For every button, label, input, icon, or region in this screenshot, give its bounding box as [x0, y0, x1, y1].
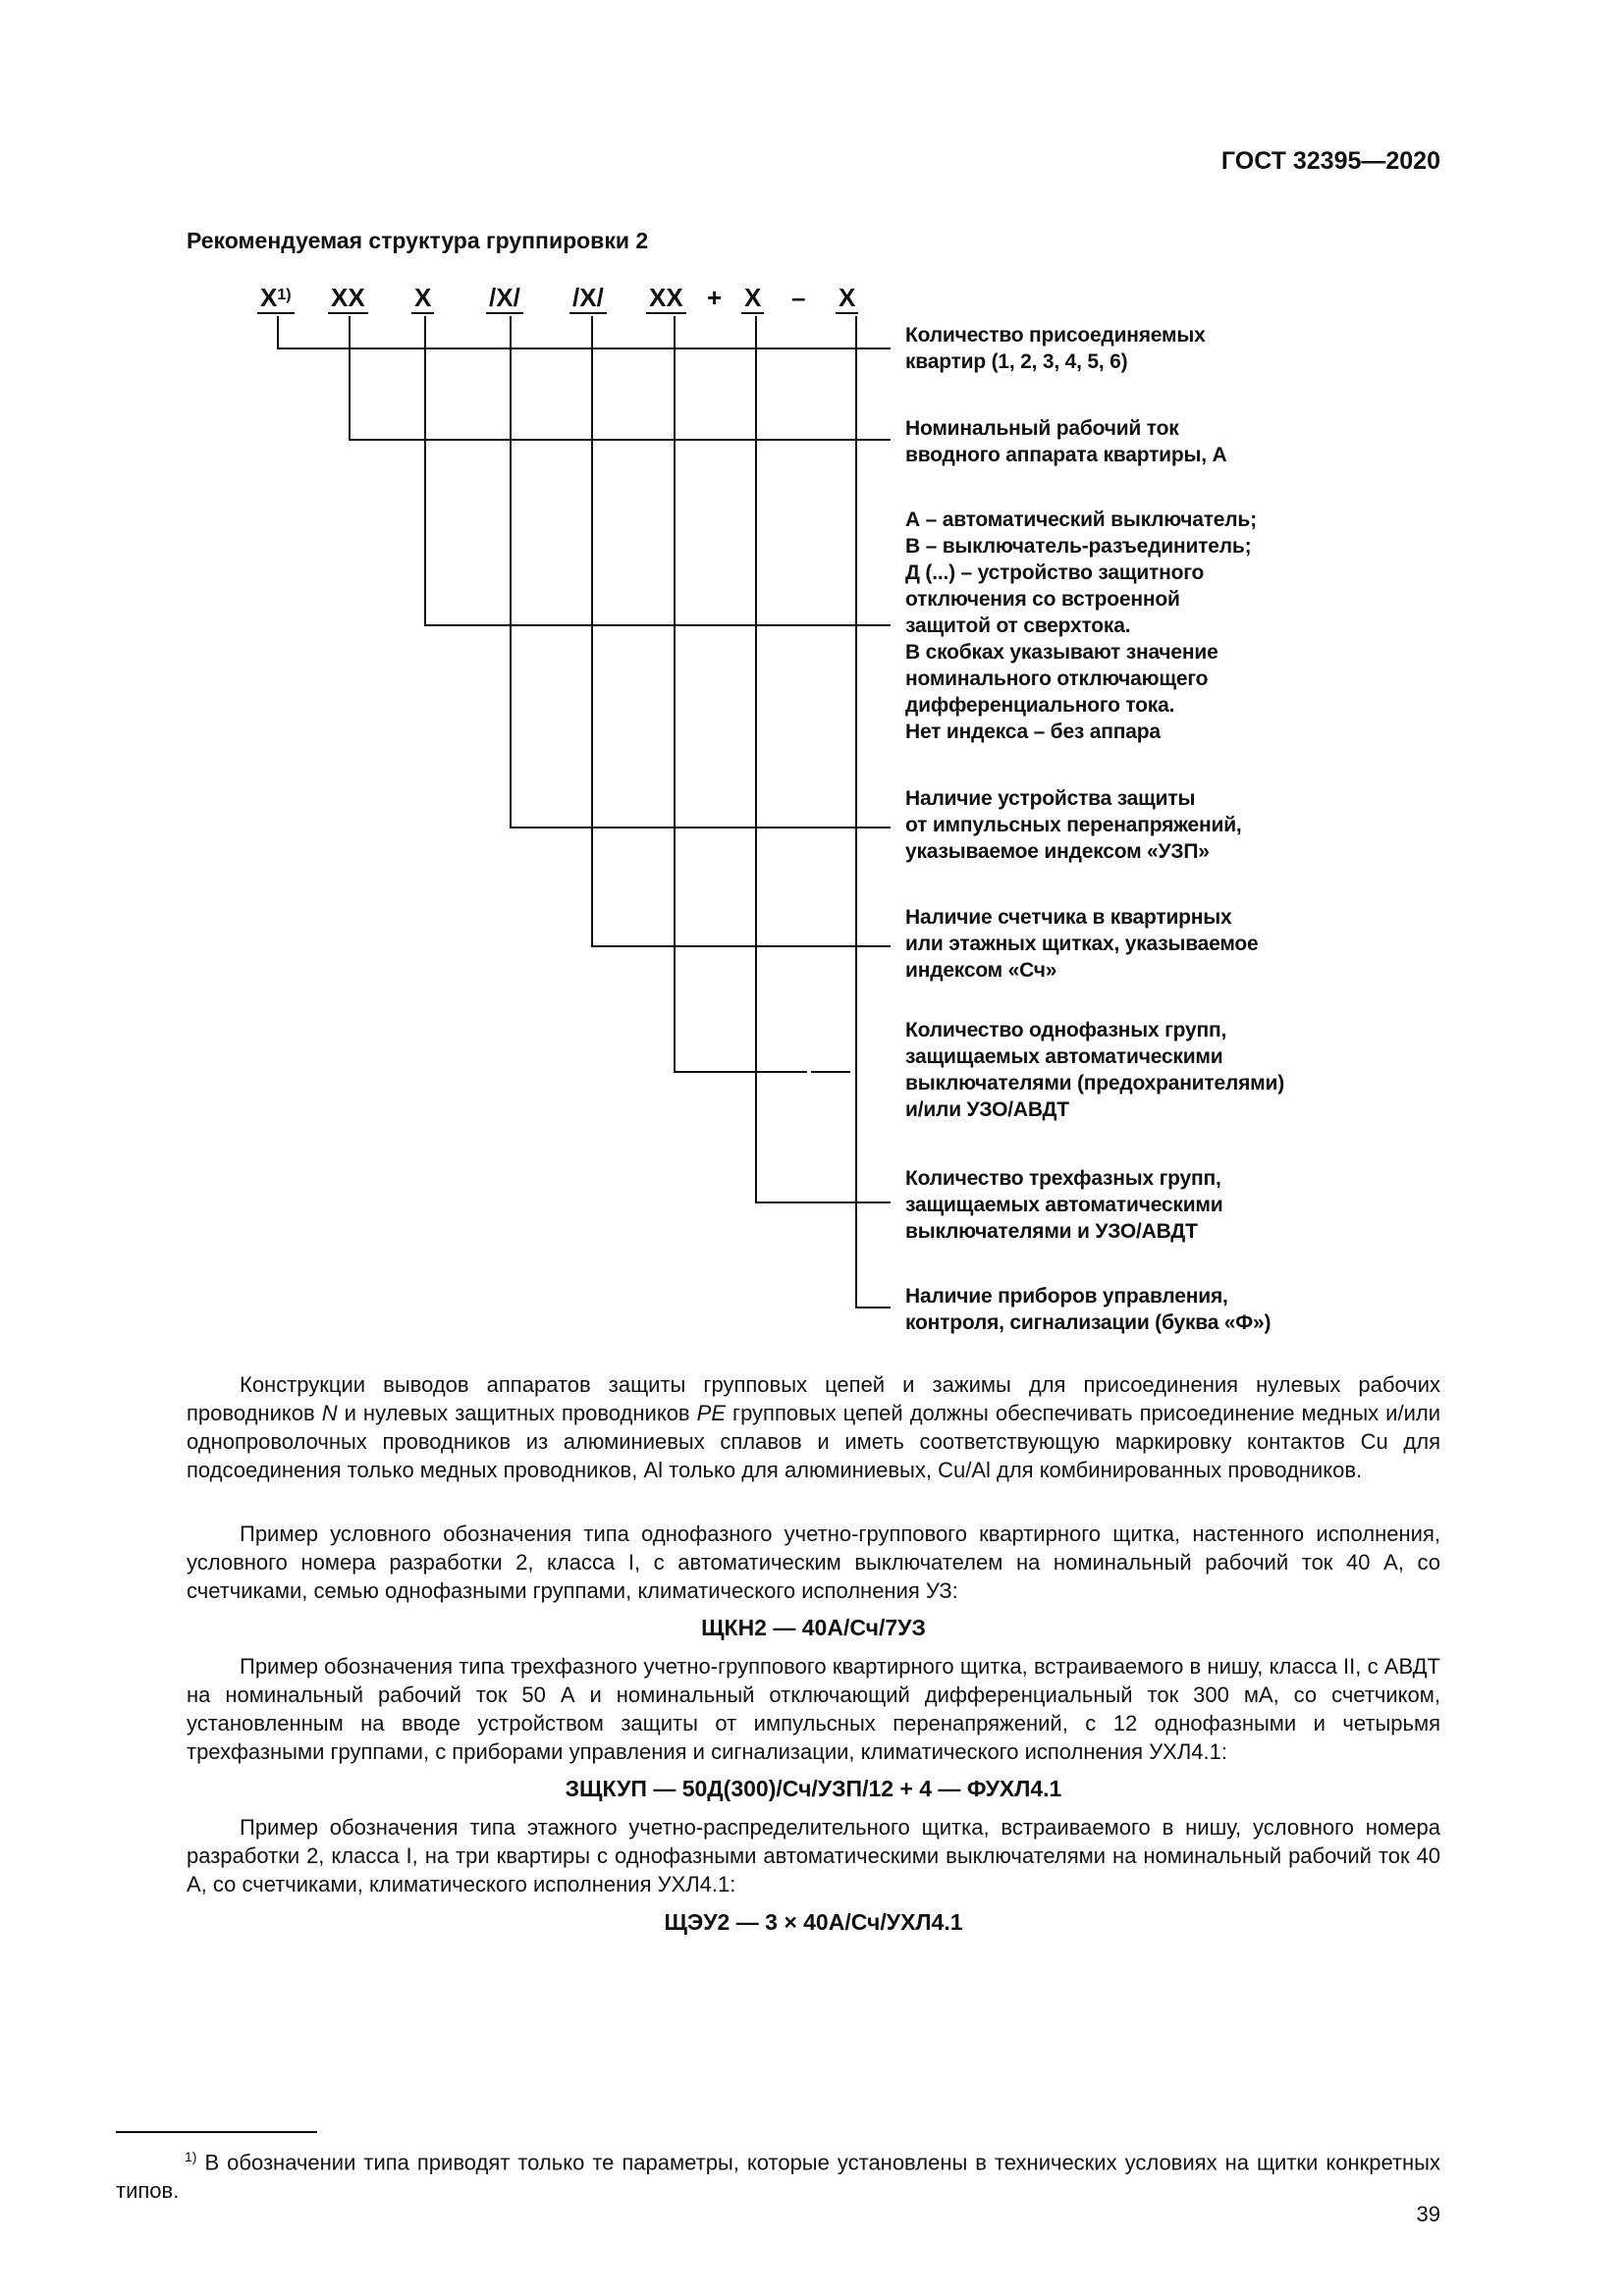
dash-sign: – [791, 283, 806, 312]
description-single-phase-groups: Количество однофазных групп, защищаемых автоматическими выключателями (предохранителями) и/или УЗО/АВДТ [905, 1019, 1284, 1121]
designation-example-2: ЗЩКУП — 50Д(300)/Сч/УЗП/12 + 4 — ФУХЛ4.1 [565, 1776, 1062, 1801]
code-segment-8: X [836, 283, 858, 314]
description-input-device: А – автоматический выключатель; В – выключатель-разъединитель; Д (...) – устройство защитного отключения со встроенной защитой от сверхтока. В скобках указывают значение номинального отключающего дифференциального тока. Нет индекса – без аппара [905, 508, 1257, 743]
description-control-devices: Наличие приборов управления, контроля, сигнализации (буква «Ф») [905, 1285, 1272, 1334]
page-number: 39 [1416, 2202, 1440, 2226]
connector-1 [278, 316, 891, 348]
connector-2 [350, 316, 891, 440]
footnote-separator [116, 2131, 317, 2133]
code-segment-6: XX [646, 283, 686, 314]
structure-title: Рекомендуемая структура группировки 2 [187, 228, 649, 253]
paragraph-terminals: Конструкции выводов аппаратов защиты групповых цепей и зажимы для присоединения нулевых рабочих проводников N и нулевых защитных проводников PE групповых цепей должны обеспечивать присоединение медных и/или однопроволочных проводников из алюминиевых сплавов и иметь соответствующую маркировку контактов Cu для подсоединения только медных проводников, Al только для алюминиевых, Cu/Al для комбинированных проводников. [187, 1372, 1440, 1482]
connector-4 [511, 316, 891, 828]
designation-example-1: ЩКН2 — 40А/Сч/7УЗ [701, 1615, 926, 1640]
code-segment-7: X [741, 283, 764, 314]
description-rated-current: Номинальный рабочий ток вводного аппарата квартиры, А [905, 417, 1227, 466]
paragraph-example-1: Пример условного обозначения типа однофазного учетно-группового квартирного щитка, настенного исполнения, условного номера разработки 2, класса I, с автоматическим выключателем на номинальный рабочий ток 40 А, со счетчиками, семью однофазными группами, климатического исполнения УЗ: [187, 1522, 1440, 1603]
description-surge-protection: Наличие устройства защиты от импульсных перенапряжений, указываемое индексом «УЗП» [905, 787, 1242, 863]
description-three-phase-groups: Количество трехфазных групп, защищаемых автоматическими выключателями и УЗО/АВДТ [905, 1167, 1223, 1243]
description-apartments: Количество присоединяемых квартир (1, 2, 3, 4, 5, 6) [905, 324, 1206, 373]
connector-8 [856, 316, 891, 1308]
connector-7 [756, 316, 891, 1202]
connector-3 [425, 316, 891, 625]
code-segment-5: /X/ [569, 283, 607, 314]
paragraph-example-3: Пример обозначения типа этажного учетно-распределительного щитка, встраиваемого в нишу, условного номера разработки 2, класса I, на три квартиры с однофазными автоматическими выключателями на номинальный рабочий ток 40 А, со счетчиками, климатического исполнения УХЛ4.1: [187, 1815, 1440, 1896]
code-segment-4: /X/ [486, 283, 523, 314]
code-segment-3: X [411, 283, 434, 314]
footnote: $^{1)}$ В обозначении типа приводят только те параметры, которые установлены в технических условиях на щитки конкретных типов. [116, 2149, 1440, 2204]
designation-example-3: ЩЭУ2 — 3 × 40А/Сч/УХЛ4.1 [664, 1909, 963, 1935]
connector-5 [592, 316, 891, 946]
paragraph-example-2: Пример обозначения типа трехфазного учетно-группового квартирного щитка, встраиваемого в нишу, класса II, с АВДТ на номинальный рабочий ток 50 А и номинальный отключающий дифференциальный ток 300 мА, со счетчиком, установленным на вводе устройством защиты от импульсных перенапряжений, с 12 однофазными и четырьмя трехфазными группами, с приборами управления и сигнализации, климатического исполнения УХЛ4.1: [187, 1654, 1440, 1764]
code-segment-1: $X^{1)}$ [257, 283, 295, 314]
plus-sign: + [707, 283, 723, 312]
description-meter: Наличие счетчика в квартирных или этажных щитках, указываемое индексом «Сч» [905, 906, 1259, 982]
standard-number: ГОСТ 32395—2020 [1220, 147, 1440, 175]
connector-6 [675, 316, 807, 1072]
code-segment-2: XX [328, 283, 368, 314]
